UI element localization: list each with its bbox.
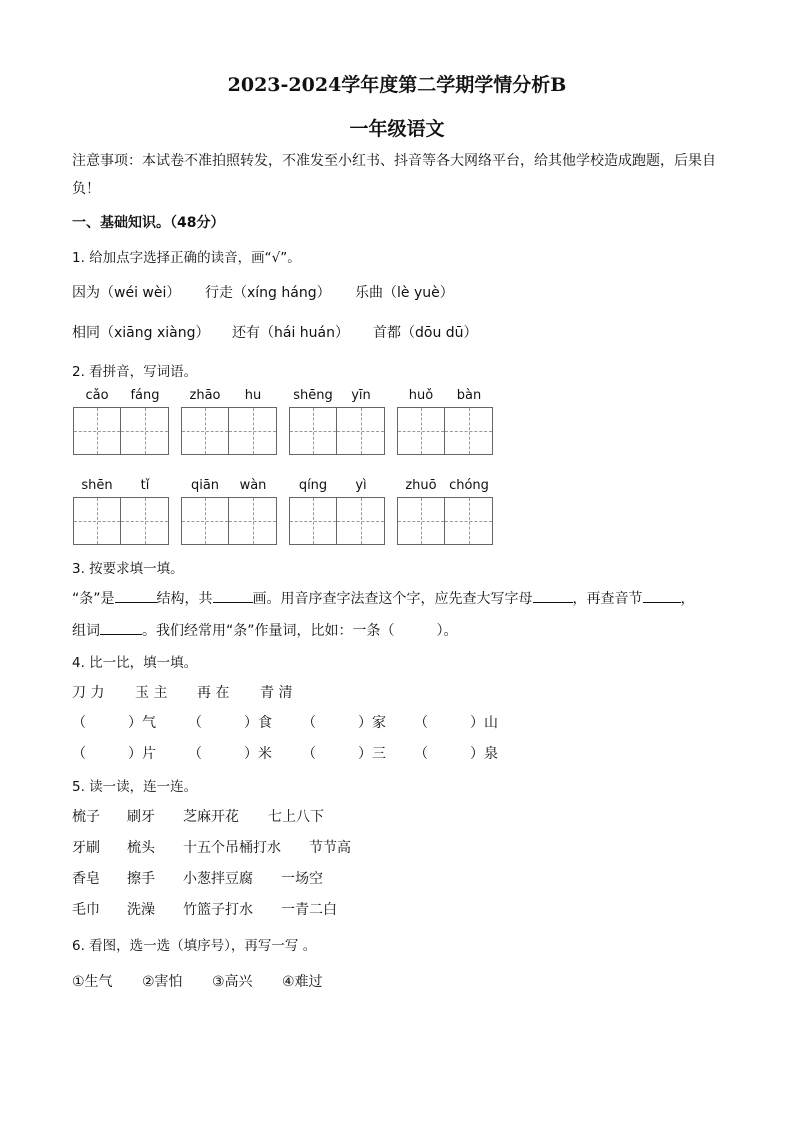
- pinyin-label: hu: [244, 388, 262, 403]
- q5-word[interactable]: 梳子: [72, 809, 100, 825]
- answer-blank[interactable]: [115, 588, 157, 603]
- q5-word[interactable]: 梳头: [127, 840, 155, 856]
- q3-text: 结构，共: [156, 591, 213, 607]
- pinyin-label: shēng: [293, 388, 333, 403]
- q4-fill[interactable]: （ ）泉: [414, 746, 498, 762]
- q5-word[interactable]: 节节高: [309, 840, 351, 856]
- q2-prompt: 2. 看拼音，写词语。: [72, 364, 198, 380]
- writing-cell[interactable]: [229, 407, 277, 455]
- writing-cell[interactable]: [397, 497, 445, 545]
- writing-cell[interactable]: [289, 497, 337, 545]
- q4-fill[interactable]: （ ）米: [188, 746, 272, 762]
- pinyin-label: qíng: [298, 478, 328, 493]
- q6-option: ①生气: [72, 974, 113, 990]
- notice-text: 注意事项：本试卷不准拍照转发，不准发至小红书、抖音等各大网络平台，给其他学校造成跑题，后果自负！: [72, 153, 716, 197]
- section-heading: 一、基础知识。（48分）: [72, 215, 225, 231]
- pinyin-label: chóng: [449, 478, 489, 493]
- writing-cell[interactable]: [337, 407, 385, 455]
- q3-line1: [72, 588, 695, 608]
- pinyin-label: bàn: [456, 388, 482, 403]
- q3-line2: [72, 620, 458, 640]
- writing-box-pair[interactable]: [289, 407, 385, 455]
- q4-fill[interactable]: （ ）气: [72, 715, 156, 731]
- q3-text: 组词: [72, 623, 100, 639]
- writing-cell[interactable]: [289, 407, 337, 455]
- writing-box-pair[interactable]: [73, 407, 169, 455]
- writing-cell[interactable]: [121, 497, 169, 545]
- answer-blank[interactable]: [643, 588, 681, 603]
- q3-text: 画。用音序查字法查这个字，应先查大写字母: [252, 591, 533, 607]
- q1-item: 因为（wéi wèi）: [72, 285, 181, 301]
- q1-item: 行走（xíng háng）: [205, 285, 331, 301]
- pinyin-label: qiān: [190, 478, 220, 493]
- pinyin-label: wàn: [239, 478, 267, 493]
- writing-box-pair[interactable]: [289, 497, 385, 545]
- q5-word[interactable]: 擦手: [127, 871, 155, 887]
- writing-cell[interactable]: [445, 407, 493, 455]
- q3-text: ，再查音节: [572, 591, 643, 607]
- pinyin-label: yì: [355, 478, 367, 493]
- pinyin-label: fáng: [130, 388, 160, 403]
- writing-cell[interactable]: [121, 407, 169, 455]
- writing-box-pair[interactable]: [181, 407, 277, 455]
- q4-pair: 青 清: [260, 685, 293, 701]
- q5-word[interactable]: 一场空: [281, 871, 323, 887]
- q4-pair: 玉 主: [135, 685, 168, 701]
- q3-prompt: 3. 按要求填一填。: [72, 561, 184, 577]
- q1-item: 首都（dōu dū）: [373, 325, 478, 341]
- q4-pair: 刀 力: [72, 685, 105, 701]
- q4-pair: 再 在: [197, 685, 230, 701]
- writing-cell[interactable]: [73, 407, 121, 455]
- q5-word[interactable]: 芝麻开花: [183, 809, 239, 825]
- answer-blank[interactable]: [533, 588, 573, 603]
- writing-box-pair[interactable]: [73, 497, 169, 545]
- writing-cell[interactable]: [445, 497, 493, 545]
- q5-prompt: 5. 读一读，连一连。: [72, 779, 198, 795]
- q4-prompt: 4. 比一比，填一填。: [72, 655, 198, 671]
- q5-word[interactable]: 小葱拌豆腐: [183, 871, 253, 887]
- q1-item: 相同（xiāng xiàng）: [72, 325, 210, 341]
- exam-title: 2023-2024学年度第二学期学情分析B: [227, 74, 567, 96]
- writing-box-pair[interactable]: [397, 407, 493, 455]
- pinyin-label: shēn: [81, 478, 113, 493]
- q4-fill[interactable]: （ ）片: [72, 746, 156, 762]
- q3-text: 。我们经常用“条”作量词，比如：一条（ ）。: [142, 623, 458, 639]
- q5-word[interactable]: 牙刷: [72, 840, 100, 856]
- q4-fill[interactable]: （ ）家: [302, 715, 386, 731]
- q6-option: ③高兴: [212, 974, 253, 990]
- q1-item: 还有（hái huán）: [232, 325, 349, 341]
- q5-word[interactable]: 一青二白: [281, 902, 337, 918]
- writing-cell[interactable]: [229, 497, 277, 545]
- writing-cell[interactable]: [397, 407, 445, 455]
- q4-fill[interactable]: （ ）山: [414, 715, 498, 731]
- q5-word[interactable]: 毛巾: [72, 902, 100, 918]
- q5-word[interactable]: 洗澡: [127, 902, 155, 918]
- q6-prompt: 6. 看图，选一选（填序号），再写一写 。: [72, 938, 317, 954]
- pinyin-label: huǒ: [408, 388, 434, 403]
- q5-word[interactable]: 七上八下: [268, 809, 324, 825]
- q4-fill[interactable]: （ ）食: [188, 715, 272, 731]
- q1-prompt: 1. 给加点字选择正确的读音，画“√”。: [72, 250, 301, 266]
- q5-word[interactable]: 香皂: [72, 871, 100, 887]
- answer-blank[interactable]: [100, 620, 142, 635]
- pinyin-label: tǐ: [140, 478, 150, 493]
- q5-word[interactable]: 竹篮子打水: [183, 902, 253, 918]
- writing-cell[interactable]: [181, 497, 229, 545]
- q3-text: ，: [680, 591, 695, 607]
- writing-cell[interactable]: [337, 497, 385, 545]
- writing-box-pair[interactable]: [181, 497, 277, 545]
- answer-blank[interactable]: [213, 588, 253, 603]
- writing-cell[interactable]: [73, 497, 121, 545]
- writing-box-pair[interactable]: [397, 497, 493, 545]
- q4-fill[interactable]: （ ）三: [302, 746, 386, 762]
- q3-text: “条”是: [72, 591, 115, 607]
- pinyin-label: zhuō: [405, 478, 437, 493]
- pinyin-label: cǎo: [85, 388, 109, 403]
- q6-option: ④难过: [282, 974, 323, 990]
- q6-option: ②害怕: [142, 974, 183, 990]
- exam-subtitle: 一年级语文: [349, 118, 445, 140]
- pinyin-label: zhāo: [189, 388, 221, 403]
- q5-word[interactable]: 刷牙: [127, 809, 155, 825]
- pinyin-label: yīn: [351, 388, 371, 403]
- writing-cell[interactable]: [181, 407, 229, 455]
- q5-word[interactable]: 十五个吊桶打水: [183, 840, 281, 856]
- q1-item: 乐曲（lè yuè）: [355, 285, 454, 301]
